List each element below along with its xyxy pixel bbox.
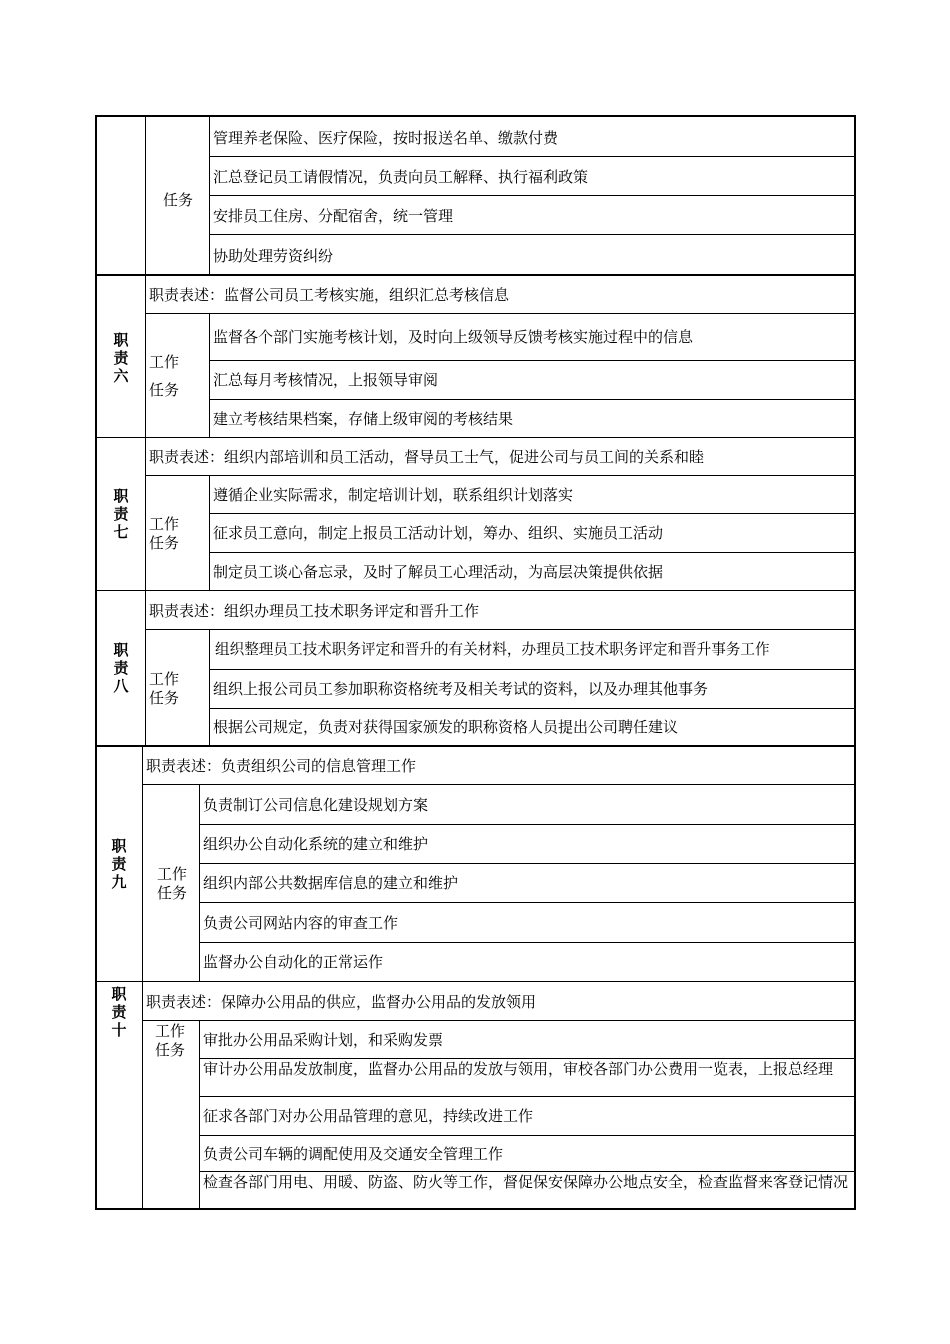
grid-line bbox=[209, 629, 210, 745]
duty-7-title: 职 责 七 bbox=[113, 487, 129, 541]
duty-10-statement: 职责表述：保障办公用品的供应，监督办公用品的发放领用 bbox=[146, 992, 537, 1011]
task-item: 根据公司规定，负责对获得国家颁发的职称资格人员提出公司聘任建议 bbox=[213, 718, 679, 736]
duty-9-task-label: 工作 任务 bbox=[157, 865, 188, 902]
block-divider bbox=[97, 981, 854, 982]
task-item: 监督办公自动化的正常运作 bbox=[203, 953, 384, 971]
grid-line bbox=[209, 313, 210, 437]
duty-7-statement: 职责表述：组织内部培训和员工活动，督导员工士气，促进公司与员工间的关系和睦 bbox=[149, 448, 705, 466]
task-item: 组织整理员工技术职务评定和晋升的有关材料，办理员工技术职务评定和晋升事务工作 bbox=[215, 640, 770, 658]
task-item: 汇总登记员工请假情况，负责向员工解释、执行福利政策 bbox=[213, 167, 589, 186]
grid-line bbox=[209, 117, 210, 275]
task-item: 建立考核结果档案，存储上级审阅的考核结果 bbox=[213, 409, 514, 428]
task-item: 审批办公用品采购计划，和采购发票 bbox=[203, 1030, 444, 1049]
task-item: 汇总每月考核情况，上报领导审阅 bbox=[213, 371, 439, 389]
task-item: 安排员工住房、分配宿舍，统一管理 bbox=[213, 206, 454, 225]
grid-line bbox=[209, 195, 854, 196]
duty-6-title: 职 责 六 bbox=[113, 331, 129, 385]
duty-8-title: 职 责 八 bbox=[113, 641, 129, 695]
grid-line bbox=[209, 156, 854, 157]
task-item: 负责公司车辆的调配使用及交通安全管理工作 bbox=[203, 1144, 504, 1163]
duty-6-statement: 职责表述：监督公司员工考核实施，组织汇总考核信息 bbox=[149, 286, 510, 304]
grid-line bbox=[199, 1020, 200, 1210]
duty-6-task-label: 工作 任务 bbox=[149, 353, 180, 399]
grid-line bbox=[209, 475, 210, 590]
task-item: 检查各部门用电、用暖、防盗、防火等工作，督促保安保障办公地点安全，检查监督来客登记情况 bbox=[203, 1173, 849, 1191]
task-item: 遵循企业实际需求，制定培训计划，联系组织计划落实 bbox=[213, 485, 574, 504]
grid-line bbox=[199, 784, 200, 981]
task-item: 组织内部公共数据库信息的建立和维护 bbox=[203, 874, 459, 892]
grid-line bbox=[145, 591, 146, 745]
grid-line bbox=[145, 438, 146, 590]
task-item: 负责制订公司信息化建设规划方案 bbox=[203, 795, 429, 814]
task-item: 审计办公用品发放制度，监督办公用品的发放与领用，审校各部门办公费用一览表，上报总经理 bbox=[203, 1060, 834, 1078]
block-divider bbox=[97, 590, 854, 591]
duty-7-task-label: 工作 任务 bbox=[149, 515, 180, 552]
grid-line bbox=[145, 276, 146, 437]
task-item: 监督各个部门实施考核计划，及时向上级领导反馈考核实施过程中的信息 bbox=[213, 328, 694, 346]
duty-8-statement: 职责表述：组织办理员工技术职务评定和晋升工作 bbox=[149, 601, 480, 620]
grid-line bbox=[145, 117, 146, 275]
task-item: 组织上报公司员工参加职称资格统考及相关考试的资料，以及办理其他事务 bbox=[213, 680, 709, 698]
task-item: 制定员工谈心备忘录，及时了解员工心理活动，为高层决策提供依据 bbox=[213, 562, 664, 581]
duty-8-task-label: 工作 任务 bbox=[149, 670, 180, 707]
grid-line bbox=[142, 747, 143, 982]
duty-9-title: 职 责 九 bbox=[111, 837, 127, 891]
task-item: 管理养老保险、医疗保险，按时报送名单、缴款付费 bbox=[213, 129, 559, 147]
duty-10-task-label: 工作 任务 bbox=[155, 1022, 186, 1059]
block-divider bbox=[97, 745, 854, 747]
task-item: 协助处理劳资纠纷 bbox=[213, 246, 334, 265]
task-item: 征求各部门对办公用品管理的意见，持续改进工作 bbox=[203, 1107, 534, 1125]
duty-10-title: 职 责 十 bbox=[111, 985, 127, 1039]
duty-9-statement: 职责表述：负责组织公司的信息管理工作 bbox=[146, 757, 417, 775]
duty-table bbox=[95, 115, 856, 1210]
grid-line bbox=[142, 982, 143, 1210]
block-divider bbox=[97, 274, 854, 276]
task-item: 征求员工意向，制定上报员工活动计划，筹办、组织、实施员工活动 bbox=[213, 524, 664, 542]
task-item: 组织办公自动化系统的建立和维护 bbox=[203, 835, 429, 853]
grid-line bbox=[209, 234, 854, 235]
task-label: 任务 bbox=[163, 191, 194, 209]
block-divider bbox=[97, 437, 854, 438]
task-item: 负责公司网站内容的审查工作 bbox=[203, 913, 399, 932]
